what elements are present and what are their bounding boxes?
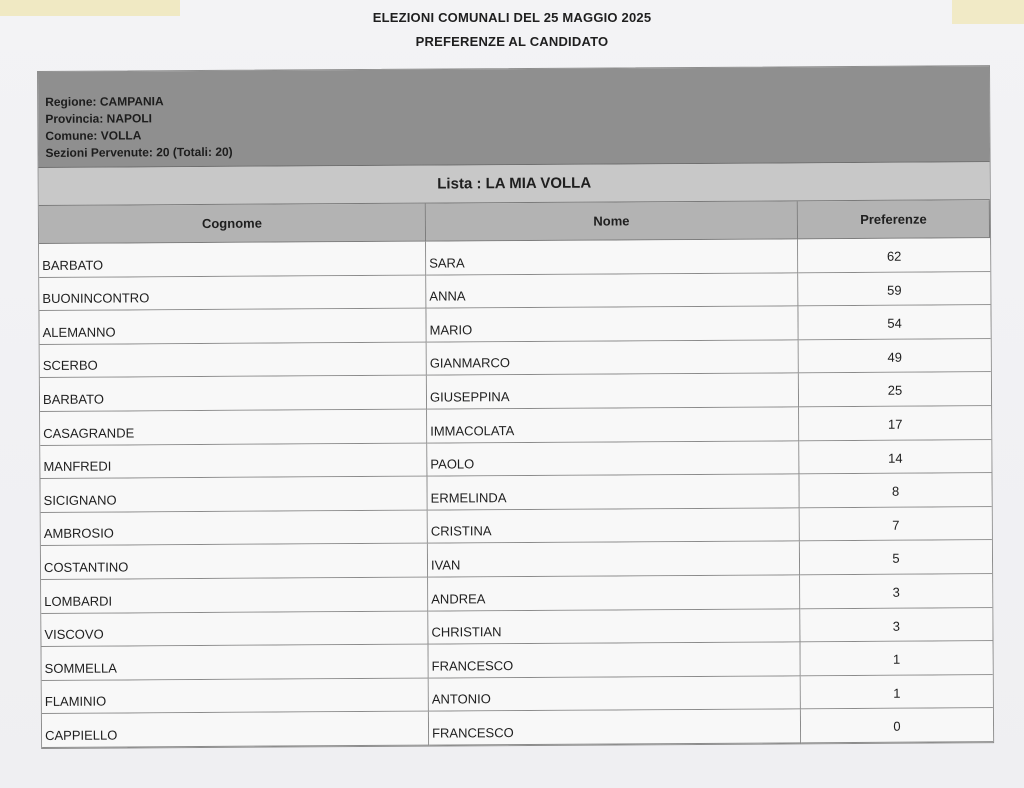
table-cell-preferenze: 1: [801, 675, 993, 710]
table-cell-preferenze: 14: [799, 440, 991, 475]
table-cell-preferenze: 62: [798, 238, 990, 273]
table-cell-cognome: AMBROSIO: [41, 510, 428, 546]
table-cell-preferenze: 54: [798, 305, 990, 340]
table-cell-cognome: FLAMINIO: [42, 678, 429, 714]
table-cell-nome: FRANCESCO: [429, 710, 801, 746]
table-cell-preferenze: 59: [798, 272, 990, 307]
table-cell-preferenze: 0: [801, 708, 993, 743]
table-cell-nome: ERMELINDA: [427, 475, 799, 511]
table-cell-cognome: CAPPIELLO: [42, 712, 429, 748]
table-cell-cognome: COSTANTINO: [41, 544, 428, 580]
results-sheet: [37, 65, 994, 749]
table-cell-cognome: BUONINCONTRO: [39, 275, 426, 311]
preferences-table: [39, 200, 993, 748]
table-cell-cognome: MANFREDI: [40, 443, 427, 479]
column-header-cognome: Cognome: [39, 204, 426, 244]
column-header-nome: Nome: [426, 201, 798, 241]
table-cell-cognome: SCERBO: [40, 342, 427, 378]
sezioni-label: Sezioni Pervenute: 20 (Totali: 20): [45, 144, 233, 160]
table-cell-cognome: CASAGRANDE: [40, 410, 427, 446]
table-cell-cognome: SOMMELLA: [42, 645, 429, 681]
column-header-preferenze: Preferenze: [798, 200, 990, 239]
table-cell-preferenze: 1: [801, 641, 993, 676]
table-cell-preferenze: 8: [799, 473, 991, 508]
table-cell-cognome: LOMBARDI: [41, 578, 428, 614]
table-cell-nome: IVAN: [428, 542, 800, 578]
comune-label: Comune: VOLLA: [45, 128, 142, 143]
table-cell-nome: IMMACOLATA: [427, 407, 799, 443]
table-cell-preferenze: 3: [800, 608, 992, 643]
table-cell-cognome: BARBATO: [40, 376, 427, 412]
table-cell-nome: CRISTINA: [428, 508, 800, 544]
table-cell-nome: MARIO: [426, 307, 798, 343]
table-cell-cognome: VISCOVO: [41, 611, 428, 647]
table-cell-nome: PAOLO: [427, 441, 799, 477]
table-cell-nome: SARA: [426, 239, 798, 275]
table-cell-cognome: SICIGNANO: [40, 477, 427, 513]
table-cell-preferenze: 7: [800, 507, 992, 542]
table-cell-preferenze: 49: [799, 339, 991, 374]
table-cell-cognome: BARBATO: [39, 242, 426, 278]
table-cell-preferenze: 17: [799, 406, 991, 441]
document-title: ELEZIONI COMUNALI DEL 25 MAGGIO 2025: [372, 10, 652, 25]
provincia-label: Provincia: NAPOLI: [45, 111, 153, 126]
table-cell-nome: ANDREA: [428, 575, 800, 611]
table-cell-nome: ANNA: [426, 273, 798, 309]
regione-label: Regione: CAMPANIA: [45, 94, 164, 109]
document-subtitle: PREFERENZE AL CANDIDATO: [415, 34, 609, 49]
table-cell-cognome: ALEMANNO: [39, 309, 426, 345]
location-info: [38, 66, 990, 168]
table-cell-nome: CHRISTIAN: [428, 609, 800, 645]
table-cell-preferenze: 25: [799, 373, 991, 408]
list-title: Lista : LA MIA VOLLA: [39, 162, 990, 206]
table-cell-preferenze: 5: [800, 541, 992, 576]
table-cell-nome: ANTONIO: [429, 676, 801, 712]
table-cell-nome: GIUSEPPINA: [427, 374, 799, 410]
table-cell-nome: FRANCESCO: [429, 642, 801, 678]
table-cell-preferenze: 3: [800, 574, 992, 609]
table-cell-nome: GIANMARCO: [427, 340, 799, 376]
